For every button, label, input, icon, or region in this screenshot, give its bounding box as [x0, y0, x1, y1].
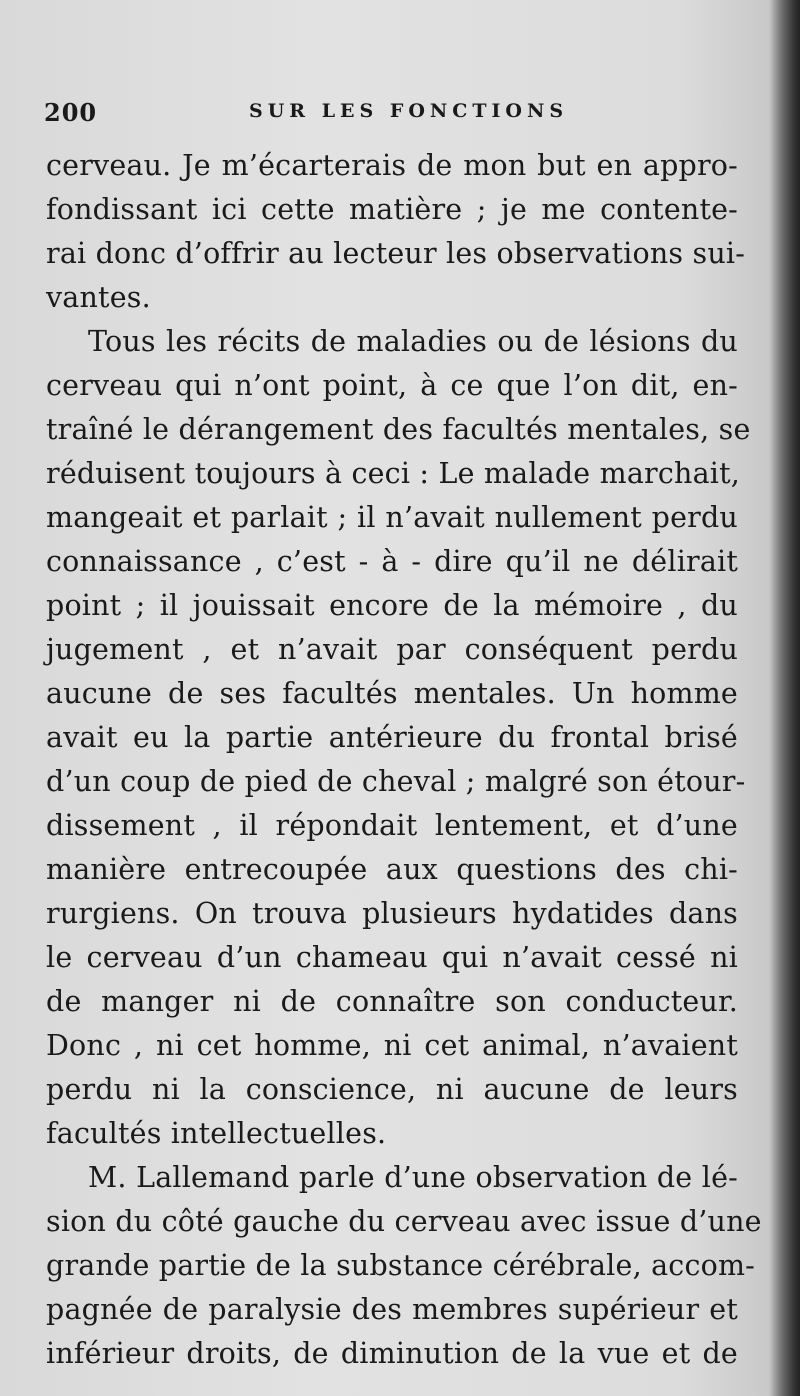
- text-line: manière entrecoupée aux questions des chi-: [46, 853, 738, 886]
- body-text: [46, 144, 762, 1376]
- text-line: cerveau. Je m’écarterais de mon but en appro-: [46, 149, 738, 182]
- text-line: dissement , il répondait lentement, et d’une: [46, 809, 738, 842]
- text-line: facultés intellectuelles.: [46, 1117, 387, 1150]
- text-line: de manger ni de connaître son conducteur.: [46, 985, 738, 1018]
- page-number: 200: [44, 98, 98, 127]
- text-line: rurgiens. On trouva plusieurs hydatides dans: [46, 897, 738, 930]
- text-line: fondissant ici cette matière ; je me contente-: [46, 193, 738, 226]
- text-line: cerveau qui n’ont point, à ce que l’on dit, en-: [46, 369, 738, 402]
- text-line: mangeait et parlait ; il n’avait nullement perdu: [46, 501, 738, 534]
- text-line: sion du côté gauche du cerveau avec issue d’une: [46, 1205, 762, 1238]
- text-line: grande partie de la substance cérébrale, accom-: [46, 1249, 756, 1282]
- text-line: le cerveau d’un chameau qui n’avait cessé ni: [46, 941, 738, 974]
- text-line: perdu ni la conscience, ni aucune de leurs: [46, 1073, 738, 1106]
- text-line: réduisent toujours à ceci : Le malade marchait,: [46, 457, 740, 490]
- page-header: [44, 98, 744, 132]
- text-line: rai donc d’offrir au lecteur les observations sui-: [46, 237, 746, 270]
- text-line: aucune de ses facultés mentales. Un homme: [46, 677, 738, 710]
- text-line: inférieur droits, de diminution de la vue et de: [46, 1337, 738, 1370]
- text-line: d’un coup de pied de cheval ; malgré son étour-: [46, 765, 746, 798]
- text-line: M. Lallemand parle d’une observation de lé-: [88, 1161, 738, 1194]
- page-gutter-shadow: [770, 0, 800, 1396]
- text-line: avait eu la partie antérieure du frontal brisé: [46, 721, 738, 754]
- text-line: Tous les récits de maladies ou de lésions du: [88, 325, 738, 358]
- running-head: SUR LES FONCTIONS: [249, 100, 569, 122]
- text-line: point ; il jouissait encore de la mémoire , du: [46, 589, 738, 622]
- text-line: connaissance , c’est - à - dire qu’il ne délirait: [46, 545, 738, 578]
- text-line: Donc , ni cet homme, ni cet animal, n’avaient: [46, 1029, 738, 1062]
- text-line: jugement , et n’avait par conséquent perdu: [46, 633, 738, 666]
- text-line: vantes.: [46, 281, 151, 314]
- text-line: traîné le dérangement des facultés mentales, se: [46, 413, 751, 446]
- text-line: pagnée de paralysie des membres supérieur et: [46, 1293, 738, 1326]
